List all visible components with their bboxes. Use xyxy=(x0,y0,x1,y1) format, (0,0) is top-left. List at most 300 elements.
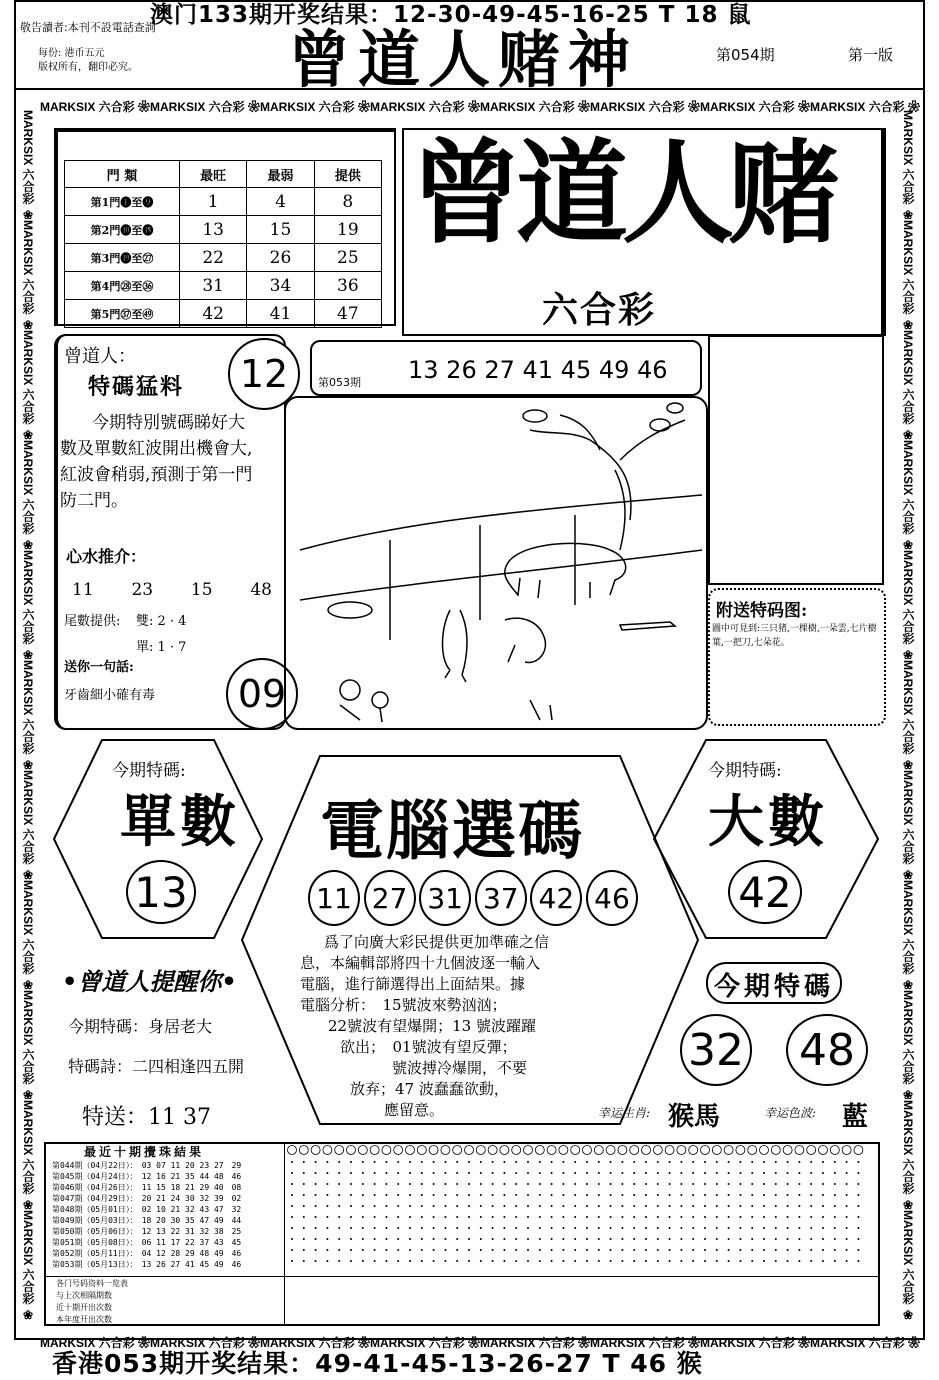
notice-line-3: 版权所有，翻印必究。 xyxy=(38,62,138,73)
grid-dot xyxy=(739,1260,741,1262)
grid-dot xyxy=(385,1216,387,1218)
grid-dot xyxy=(303,1172,305,1174)
grid-dot xyxy=(421,1238,423,1240)
brand-mark: MARKSIX 六合彩 ❀ xyxy=(21,110,35,223)
grid-dot xyxy=(409,1183,411,1185)
brand-mark: MARKSIX 六合彩 ❀ xyxy=(901,110,915,223)
grid-dot xyxy=(515,1183,517,1185)
grid-dot xyxy=(751,1205,753,1207)
grid-dot xyxy=(551,1161,553,1163)
grid-dot xyxy=(846,1249,848,1251)
grid-dot xyxy=(846,1260,848,1262)
computer-numbers xyxy=(308,870,638,926)
grid-dot xyxy=(539,1260,541,1262)
grid-dot xyxy=(633,1216,635,1218)
grid-dot xyxy=(846,1183,848,1185)
grid-dot xyxy=(610,1172,612,1174)
grid-dot xyxy=(468,1249,470,1251)
grid-dot xyxy=(739,1238,741,1240)
notice-line-1: 敬告讀者:本刊不設電話查詢 xyxy=(20,21,156,34)
masthead: 曾道人赌神 xyxy=(288,23,639,96)
grid-dot xyxy=(539,1227,541,1229)
grid-dot xyxy=(515,1260,517,1262)
grid-dot xyxy=(846,1227,848,1229)
special-number: 32 xyxy=(680,1014,752,1086)
grid-dot xyxy=(586,1205,588,1207)
grid-dot xyxy=(444,1260,446,1262)
grid-dot xyxy=(704,1238,706,1240)
grid-dot xyxy=(857,1194,859,1196)
zodiac: 猴馬 xyxy=(668,1102,721,1132)
brand-mark: MARKSIX 六合彩 ❀ xyxy=(21,660,35,773)
computer-text xyxy=(300,932,660,1121)
grid-dot xyxy=(787,1194,789,1196)
grid-dot xyxy=(315,1216,317,1218)
grid-dot xyxy=(515,1227,517,1229)
grid-dot xyxy=(574,1161,576,1163)
grid-dot xyxy=(291,1172,293,1174)
grid-dot xyxy=(621,1238,623,1240)
grid-dot xyxy=(645,1172,647,1174)
grid-dot xyxy=(621,1172,623,1174)
grid-dot xyxy=(657,1260,659,1262)
grid-dot xyxy=(515,1205,517,1207)
grid-dot xyxy=(326,1161,328,1163)
grid-dot xyxy=(362,1172,364,1174)
grid-dot xyxy=(374,1183,376,1185)
grid-dot xyxy=(291,1183,293,1185)
grid-dot xyxy=(374,1227,376,1229)
grid-header-cell xyxy=(347,1146,356,1155)
records-dot-grid xyxy=(286,1144,878,1324)
grid-dot xyxy=(669,1205,671,1207)
grid-dot xyxy=(633,1205,635,1207)
reminder-line-2: 特碼詩：二四相逢四五開 xyxy=(68,1057,245,1076)
grid-dot xyxy=(326,1194,328,1196)
grid-dot xyxy=(527,1205,529,1207)
grid-dot xyxy=(692,1183,694,1185)
grid-dot xyxy=(669,1216,671,1218)
grid-dot xyxy=(610,1238,612,1240)
grid-dot xyxy=(798,1249,800,1251)
grid-dot xyxy=(456,1238,458,1240)
grid-dot xyxy=(680,1249,682,1251)
grid-dot xyxy=(633,1227,635,1229)
send-label: 送你一句話: xyxy=(64,660,134,675)
grid-dot xyxy=(669,1161,671,1163)
grid-dot xyxy=(810,1260,812,1262)
grid-dot xyxy=(492,1238,494,1240)
grid-dot xyxy=(527,1183,529,1185)
grid-dot xyxy=(645,1205,647,1207)
grid-header-cell xyxy=(441,1146,450,1155)
grid-dot xyxy=(728,1216,730,1218)
grid-dot xyxy=(527,1260,529,1262)
grid-dot xyxy=(787,1260,789,1262)
grid-dot xyxy=(598,1249,600,1251)
grid-dot xyxy=(562,1260,564,1262)
grid-dot xyxy=(669,1227,671,1229)
records-foot-2: 与上次相隔期数 xyxy=(56,1291,112,1300)
grid-dot xyxy=(421,1216,423,1218)
grid-dot xyxy=(633,1249,635,1251)
grid-dot xyxy=(362,1238,364,1240)
special-number: 48 xyxy=(786,1014,868,1086)
brand-mark: MARKSIX 六合彩 ❀ xyxy=(901,330,915,443)
grid-dot xyxy=(385,1161,387,1163)
grid-dot xyxy=(456,1249,458,1251)
grid-dot xyxy=(610,1161,612,1163)
grid-dot xyxy=(586,1260,588,1262)
grid-dot xyxy=(692,1227,694,1229)
grid-header-cell xyxy=(665,1146,674,1155)
grid-dot xyxy=(385,1205,387,1207)
grid-dot xyxy=(716,1161,718,1163)
record-row: 第047期（04月29日）： 20 21 24 30 32 39 02 xyxy=(52,1194,242,1203)
grid-dot xyxy=(574,1194,576,1196)
brand-mark: MARKSIX 六合彩 ❀ xyxy=(370,1336,481,1350)
grid-dot xyxy=(421,1172,423,1174)
grid-dot xyxy=(751,1194,753,1196)
grid-dot xyxy=(822,1216,824,1218)
grid-dot xyxy=(704,1172,706,1174)
heart-title: 心水推介： xyxy=(66,547,147,566)
grid-dot xyxy=(704,1260,706,1262)
grid-dot xyxy=(421,1260,423,1262)
grid-dot xyxy=(444,1161,446,1163)
grid-dot xyxy=(692,1172,694,1174)
grid-dot xyxy=(751,1260,753,1262)
grid-header-cell xyxy=(299,1146,308,1155)
grid-dot xyxy=(657,1238,659,1240)
grid-dot xyxy=(739,1183,741,1185)
grid-dot xyxy=(551,1227,553,1229)
grid-dot xyxy=(621,1194,623,1196)
grid-dot xyxy=(857,1172,859,1174)
grid-dot xyxy=(291,1205,293,1207)
grid-dot xyxy=(610,1205,612,1207)
grid-dot xyxy=(551,1183,553,1185)
grid-dot xyxy=(775,1161,777,1163)
grid-dot xyxy=(716,1183,718,1185)
grid-dot xyxy=(846,1216,848,1218)
grid-header-cell xyxy=(712,1146,721,1155)
grid-dot xyxy=(527,1249,529,1251)
grid-dot xyxy=(562,1216,564,1218)
grid-dot xyxy=(834,1238,836,1240)
brand-mark: MARKSIX 六合彩 ❀ xyxy=(21,990,35,1103)
grid-dot xyxy=(291,1238,293,1240)
grid-dot xyxy=(315,1172,317,1174)
grid-dot xyxy=(728,1183,730,1185)
door-hot: 13 xyxy=(180,216,247,244)
grid-dot xyxy=(586,1238,588,1240)
brand-mark: MARKSIX 六合彩 ❀ xyxy=(21,330,35,443)
grid-dot xyxy=(834,1161,836,1163)
grid-dot xyxy=(492,1172,494,1174)
grid-dot xyxy=(409,1172,411,1174)
grid-dot xyxy=(315,1227,317,1229)
door-row xyxy=(65,272,382,300)
door-row xyxy=(65,300,382,328)
grid-dot xyxy=(338,1161,340,1163)
grid-dot xyxy=(515,1249,517,1251)
grid-dot xyxy=(716,1194,718,1196)
grid-dot xyxy=(527,1172,529,1174)
grid-dot xyxy=(315,1260,317,1262)
grid-dot xyxy=(350,1183,352,1185)
grid-dot xyxy=(598,1194,600,1196)
grid-dot xyxy=(751,1161,753,1163)
grid-dot xyxy=(527,1161,529,1163)
grid-header-cell xyxy=(417,1146,426,1155)
grid-header-cell xyxy=(748,1146,757,1155)
grid-dot xyxy=(857,1249,859,1251)
door-hot: 1 xyxy=(180,188,247,216)
grid-dot xyxy=(810,1238,812,1240)
circle-number-09: 09 xyxy=(226,658,298,730)
grid-dot xyxy=(433,1172,435,1174)
grid-dot xyxy=(456,1260,458,1262)
heart-number: 11 xyxy=(72,580,94,600)
grid-dot xyxy=(539,1205,541,1207)
grid-dot xyxy=(680,1183,682,1185)
grid-header-cell xyxy=(583,1146,592,1155)
grid-dot xyxy=(350,1238,352,1240)
grid-dot xyxy=(798,1227,800,1229)
grid-header-cell xyxy=(512,1146,521,1155)
grid-dot xyxy=(846,1172,848,1174)
grid-dot xyxy=(846,1205,848,1207)
grid-dot xyxy=(444,1216,446,1218)
grid-dot xyxy=(350,1216,352,1218)
grid-dot xyxy=(586,1161,588,1163)
grid-dot xyxy=(362,1205,364,1207)
grid-dot xyxy=(810,1249,812,1251)
computer-number: 37 xyxy=(475,870,527,926)
grid-dot xyxy=(775,1194,777,1196)
grid-header-cell xyxy=(724,1146,733,1155)
grid-dot xyxy=(539,1161,541,1163)
grid-dot xyxy=(763,1161,765,1163)
grid-dot xyxy=(562,1249,564,1251)
brand-mark: MARKSIX 六合彩 ❀ xyxy=(21,1210,35,1323)
grid-dot xyxy=(480,1216,482,1218)
grid-dot xyxy=(775,1172,777,1174)
grid-dot xyxy=(421,1249,423,1251)
grid-dot xyxy=(456,1205,458,1207)
grid-dot xyxy=(680,1161,682,1163)
send-text: 牙齒細小確有毒 xyxy=(64,688,156,703)
grid-dot xyxy=(810,1227,812,1229)
grid-dot xyxy=(810,1172,812,1174)
grid-dot xyxy=(397,1172,399,1174)
grid-dot xyxy=(515,1194,517,1196)
door-cold: 4 xyxy=(247,188,314,216)
grid-dot xyxy=(633,1260,635,1262)
grid-dot xyxy=(787,1227,789,1229)
grid-dot xyxy=(574,1216,576,1218)
grid-dot xyxy=(728,1260,730,1262)
grid-dot xyxy=(621,1183,623,1185)
grid-header-cell xyxy=(807,1146,816,1155)
grid-dot xyxy=(433,1161,435,1163)
record-row: 第053期（05月13日）： 13 26 27 41 45 49 46 xyxy=(52,1260,242,1269)
brand-strip-left xyxy=(18,110,42,1330)
records-title: 最近十期攪珠結果 xyxy=(84,1145,205,1159)
grid-header-cell xyxy=(783,1146,792,1155)
grid-dot xyxy=(775,1260,777,1262)
grid-dot xyxy=(338,1172,340,1174)
grid-dot xyxy=(515,1238,517,1240)
grid-dot xyxy=(315,1249,317,1251)
record-row: 第044期（04月22日）： 03 07 11 20 23 27 29 xyxy=(52,1161,242,1170)
last-issue-label: 第053期 xyxy=(318,376,361,389)
records-foot-1: 各门号码资料一览表 xyxy=(56,1279,128,1288)
grid-dot xyxy=(669,1194,671,1196)
brand-mark: MARKSIX 六合彩 ❀ xyxy=(901,770,915,883)
grid-dot xyxy=(539,1172,541,1174)
grid-dot xyxy=(775,1183,777,1185)
grid-dot xyxy=(492,1249,494,1251)
grid-dot xyxy=(621,1227,623,1229)
door-label: 第2門❿至⓲ xyxy=(65,216,180,244)
grid-dot xyxy=(645,1227,647,1229)
grid-dot xyxy=(291,1260,293,1262)
grid-dot xyxy=(692,1216,694,1218)
grid-dot xyxy=(303,1161,305,1163)
grid-dot xyxy=(704,1205,706,1207)
door-label: 第3門⓳至㉗ xyxy=(65,244,180,272)
grid-dot xyxy=(834,1183,836,1185)
grid-dot xyxy=(291,1161,293,1163)
grid-dot xyxy=(598,1260,600,1262)
computer-text-line: 22號波有望爆開；13 號波躍躍 xyxy=(328,1017,536,1035)
grid-dot xyxy=(527,1194,529,1196)
grid-dot xyxy=(739,1194,741,1196)
grid-dot xyxy=(598,1183,600,1185)
grid-dot xyxy=(669,1249,671,1251)
record-row: 第045期（04月24日）： 12 16 21 35 44 48 46 xyxy=(52,1172,242,1181)
grid-dot xyxy=(326,1260,328,1262)
brand-mark: MARKSIX 六合彩 ❀ xyxy=(590,100,701,114)
grid-dot xyxy=(374,1249,376,1251)
grid-dot xyxy=(433,1205,435,1207)
grid-dot xyxy=(374,1172,376,1174)
grid-dot xyxy=(326,1238,328,1240)
grid-dot xyxy=(598,1161,600,1163)
grid-dot xyxy=(704,1194,706,1196)
grid-dot xyxy=(739,1227,741,1229)
grid-dot xyxy=(728,1205,730,1207)
grid-dot xyxy=(728,1194,730,1196)
grid-dot xyxy=(857,1227,859,1229)
grid-dot xyxy=(834,1249,836,1251)
grid-dot xyxy=(633,1172,635,1174)
grid-dot xyxy=(822,1205,824,1207)
grid-dot xyxy=(492,1194,494,1196)
grid-dot xyxy=(515,1216,517,1218)
grid-dot xyxy=(468,1194,470,1196)
edition: 第一版 xyxy=(848,46,894,64)
grid-dot xyxy=(503,1172,505,1174)
grid-dot xyxy=(350,1260,352,1262)
grid-dot xyxy=(551,1205,553,1207)
grid-dot xyxy=(303,1194,305,1196)
grid-dot xyxy=(633,1183,635,1185)
grid-dot xyxy=(704,1227,706,1229)
door-label: 第5門㊲至㊾ xyxy=(65,300,180,328)
grid-dot xyxy=(480,1227,482,1229)
grid-dot xyxy=(680,1216,682,1218)
brand-mark: MARKSIX 六合彩 ❀ xyxy=(810,100,921,114)
grid-dot xyxy=(645,1194,647,1196)
grid-dot xyxy=(433,1183,435,1185)
grid-dot xyxy=(798,1260,800,1262)
computer-text-line: 息，本編輯部將四十九個波逐一輸入 xyxy=(300,954,541,972)
reminder-title: •曾道人提醒你• xyxy=(62,967,237,996)
grid-dot xyxy=(834,1172,836,1174)
grid-dot xyxy=(468,1227,470,1229)
grid-dot xyxy=(645,1238,647,1240)
grid-dot xyxy=(751,1172,753,1174)
grid-dot xyxy=(503,1238,505,1240)
grid-dot xyxy=(409,1194,411,1196)
grid-dot xyxy=(551,1194,553,1196)
grid-dot xyxy=(527,1238,529,1240)
grid-dot xyxy=(669,1183,671,1185)
grid-dot xyxy=(751,1249,753,1251)
computer-number: 31 xyxy=(419,870,471,926)
grid-dot xyxy=(350,1227,352,1229)
grid-dot xyxy=(326,1183,328,1185)
grid-dot xyxy=(716,1238,718,1240)
grid-dot xyxy=(562,1205,564,1207)
image-placeholder xyxy=(708,335,884,585)
brand-mark: MARKSIX 六合彩 ❀ xyxy=(21,440,35,553)
grid-dot xyxy=(657,1216,659,1218)
grid-dot xyxy=(421,1183,423,1185)
grid-dot xyxy=(822,1161,824,1163)
grid-dot xyxy=(763,1238,765,1240)
grid-dot xyxy=(303,1260,305,1262)
grid-dot xyxy=(562,1172,564,1174)
grid-dot xyxy=(385,1260,387,1262)
grid-dot xyxy=(456,1227,458,1229)
grid-dot xyxy=(751,1238,753,1240)
grid-header-cell xyxy=(323,1146,332,1155)
grid-dot xyxy=(397,1227,399,1229)
grid-dot xyxy=(539,1216,541,1218)
grid-dot xyxy=(822,1194,824,1196)
computer-number: 46 xyxy=(586,870,638,926)
grid-dot xyxy=(421,1161,423,1163)
grid-dot xyxy=(692,1161,694,1163)
grid-dot xyxy=(326,1227,328,1229)
grid-dot xyxy=(822,1183,824,1185)
door-cold: 15 xyxy=(247,216,314,244)
grid-dot xyxy=(338,1227,340,1229)
grid-header-cell xyxy=(465,1146,474,1155)
grid-dot xyxy=(444,1238,446,1240)
door-offer: 19 xyxy=(314,216,381,244)
grid-dot xyxy=(350,1161,352,1163)
grid-dot xyxy=(350,1194,352,1196)
brand-mark: MARKSIX 六合彩 ❀ xyxy=(21,880,35,993)
grid-dot xyxy=(374,1216,376,1218)
computer-title: 電腦選碼 xyxy=(320,794,584,869)
lucky-color: 藍 xyxy=(842,1102,869,1132)
